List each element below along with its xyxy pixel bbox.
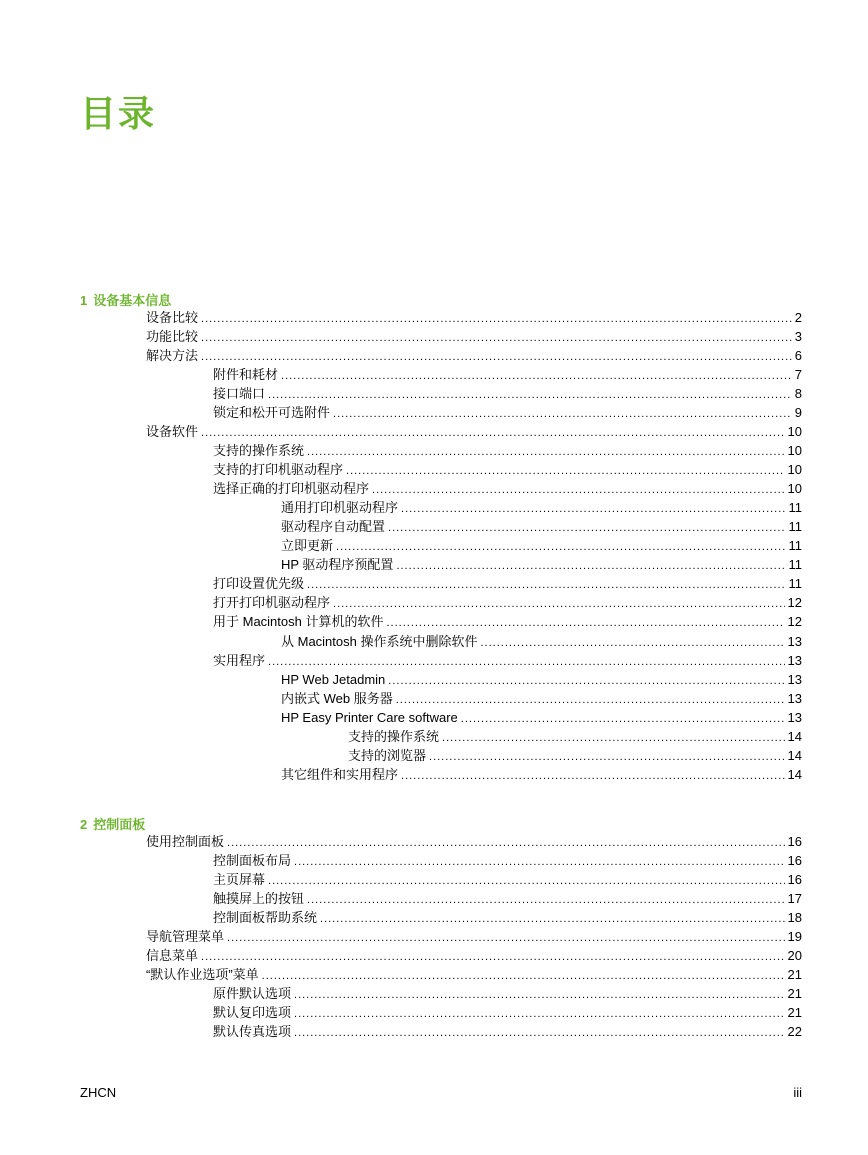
toc-entry[interactable] — [146, 346, 802, 365]
toc-entry-label: 打开打印机驱动程序 — [213, 595, 331, 610]
toc-entry-page: 21 — [787, 986, 802, 1001]
toc-entry-label: 设备比较 — [146, 310, 199, 325]
toc-entry-page: 11 — [788, 500, 802, 515]
toc-entry[interactable] — [348, 746, 802, 765]
toc-entry-label: 使用控制面板 — [146, 834, 225, 849]
toc-entry-page: 13 — [787, 691, 802, 706]
toc-entry-page: 11 — [788, 557, 802, 572]
toc-entry-label: 解决方法 — [146, 348, 199, 363]
toc-entry[interactable] — [146, 946, 802, 965]
toc-entry-label: 导航管理菜单 — [146, 929, 225, 944]
toc-entry[interactable] — [146, 422, 802, 441]
toc-entry-page: 7 — [794, 367, 802, 382]
toc-entry-label: 信息菜单 — [146, 948, 199, 963]
toc-entry-label: 支持的操作系统 — [348, 729, 440, 744]
toc-entry-page: 2 — [794, 310, 802, 325]
toc-entry-label: 实用程序 — [213, 653, 266, 668]
toc-entry-page: 13 — [787, 634, 802, 649]
toc-entry[interactable] — [146, 832, 802, 851]
dot-leader — [386, 614, 784, 633]
toc-entry-page: 11 — [788, 576, 802, 591]
toc-entry-label: 附件和耗材 — [213, 367, 279, 382]
toc-entry-label: 从 Macintosh 操作系统中删除软件 — [281, 634, 478, 649]
toc-entry-page: 13 — [787, 710, 802, 725]
toc-entry[interactable] — [281, 517, 802, 536]
toc-entry[interactable] — [213, 1022, 802, 1041]
toc-entry-label: 内嵌式 Web 服务器 — [281, 691, 393, 706]
toc-entry-label: “默认作业选项”菜单 — [146, 967, 259, 982]
toc-entry[interactable] — [213, 612, 802, 631]
toc-entry[interactable] — [281, 536, 802, 555]
toc-entry[interactable] — [146, 327, 802, 346]
toc-entry-page: 20 — [787, 948, 802, 963]
toc-entry-page: 14 — [787, 748, 802, 763]
toc-entry[interactable] — [213, 851, 802, 870]
toc-entry[interactable] — [281, 670, 802, 689]
toc-entry-page: 12 — [787, 614, 802, 629]
toc-entry[interactable] — [281, 689, 802, 708]
toc-entry-label: 控制面板帮助系统 — [213, 910, 318, 925]
toc-entry-page: 13 — [787, 672, 802, 687]
toc-entry[interactable] — [281, 708, 802, 727]
toc-entry-page: 19 — [787, 929, 802, 944]
toc-entry-label: 用于 Macintosh 计算机的软件 — [213, 614, 384, 629]
toc-entry[interactable] — [213, 870, 802, 889]
toc-entry[interactable] — [281, 555, 802, 574]
toc-entry-label: 立即更新 — [281, 538, 334, 553]
toc-entry-page: 10 — [787, 462, 802, 477]
toc-entry[interactable] — [213, 574, 802, 593]
dot-leader — [401, 767, 785, 786]
toc-entry[interactable] — [213, 441, 802, 460]
toc-entry-label: HP 驱动程序预配置 — [281, 557, 394, 572]
toc-entry[interactable] — [213, 365, 802, 384]
toc-entry-page: 22 — [787, 1024, 802, 1039]
toc-entry[interactable] — [213, 384, 802, 403]
footer-page-number: iii — [793, 1085, 802, 1100]
toc-entry-label: 支持的打印机驱动程序 — [213, 462, 344, 477]
toc-entry-label: 接口端口 — [213, 386, 266, 401]
dot-leader — [294, 1024, 785, 1043]
toc-entry-label: 设备软件 — [146, 424, 199, 439]
toc-entry-label: 默认传真选项 — [213, 1024, 292, 1039]
toc-entry-label: 主页屏幕 — [213, 872, 266, 887]
toc-entry-page: 6 — [794, 348, 802, 363]
toc-entry-page: 11 — [788, 519, 802, 534]
toc-entry-page: 12 — [787, 595, 802, 610]
toc-entry[interactable] — [213, 1003, 802, 1022]
toc-entry[interactable] — [146, 308, 802, 327]
toc-entry-page: 14 — [787, 767, 802, 782]
toc-entry-page: 16 — [787, 853, 802, 868]
toc-entry-label: 原件默认选项 — [213, 986, 292, 1001]
toc-entry-label: HP Web Jetadmin — [281, 672, 386, 687]
toc-entry[interactable] — [213, 460, 802, 479]
toc-entry[interactable] — [281, 765, 802, 784]
chapter-number: 1 — [80, 293, 88, 308]
toc-entry[interactable] — [213, 984, 802, 1003]
toc-entry-page: 21 — [787, 1005, 802, 1020]
toc-entry[interactable] — [213, 593, 802, 612]
toc-entry-page: 10 — [787, 481, 802, 496]
toc-entry-label: 打印设置优先级 — [213, 576, 305, 591]
toc-entry-page: 17 — [787, 891, 802, 906]
toc-entry[interactable] — [213, 403, 802, 422]
toc-entry[interactable] — [281, 632, 802, 651]
toc-entry[interactable] — [213, 479, 802, 498]
toc-entry[interactable] — [213, 908, 802, 927]
chapter-title: 设备基本信息 — [93, 293, 172, 308]
toc-entry-page: 13 — [787, 653, 802, 668]
toc-entry-label: 其它组件和实用程序 — [281, 767, 399, 782]
chapter-number: 2 — [80, 817, 88, 832]
toc-entry-label: 支持的浏览器 — [348, 748, 427, 763]
toc-entry-page: 18 — [787, 910, 802, 925]
toc-entry-label: 支持的操作系统 — [213, 443, 305, 458]
toc-entry-page: 8 — [794, 386, 802, 401]
toc-entry[interactable] — [348, 727, 802, 746]
toc-entry-label: 触摸屏上的按钮 — [213, 891, 305, 906]
toc-entry[interactable] — [213, 651, 802, 670]
toc-entry-label: 默认复印选项 — [213, 1005, 292, 1020]
toc-entry-page: 21 — [787, 967, 802, 982]
toc-entry-page: 14 — [787, 729, 802, 744]
toc-entry[interactable] — [146, 927, 802, 946]
toc-entry-page: 16 — [787, 834, 802, 849]
toc-entry-label: 选择正确的打印机驱动程序 — [213, 481, 370, 496]
toc-entry[interactable] — [146, 965, 802, 984]
toc-entry-label: 锁定和松开可选附件 — [213, 405, 331, 420]
toc-entry-label: 驱动程序自动配置 — [281, 519, 386, 534]
toc-entry-page: 9 — [794, 405, 802, 420]
toc-entry[interactable] — [281, 498, 802, 517]
toc-entry-page: 10 — [787, 443, 802, 458]
toc-entry-page: 11 — [788, 538, 802, 553]
toc-entry-label: 功能比较 — [146, 329, 199, 344]
chapter-heading-1[interactable] — [80, 290, 177, 309]
toc-entry-label: HP Easy Printer Care software — [281, 710, 458, 725]
chapter-title: 控制面板 — [93, 817, 146, 832]
toc-entry-page: 3 — [794, 329, 802, 344]
toc-entry[interactable] — [213, 889, 802, 908]
toc-entry-page: 10 — [787, 424, 802, 439]
toc-entry-label: 通用打印机驱动程序 — [281, 500, 399, 515]
page-title: 目录 — [80, 93, 157, 134]
toc-entry-label: 控制面板布局 — [213, 853, 292, 868]
toc-entry-page: 16 — [787, 872, 802, 887]
footer-locale: ZHCN — [80, 1085, 117, 1100]
chapter-heading-2[interactable] — [80, 814, 151, 833]
